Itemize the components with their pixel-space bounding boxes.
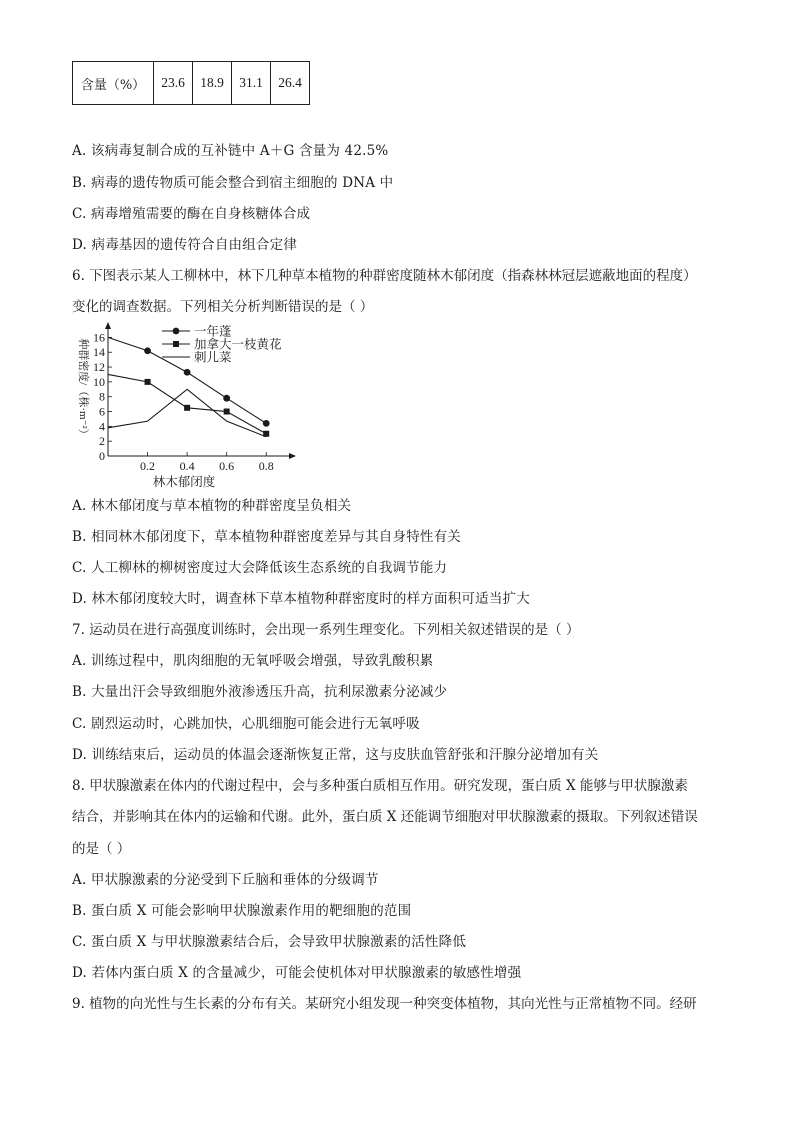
q6-option-b: B. 相同林木郁闭度下，草本植物种群密度差异与其自身特性有关 (72, 529, 462, 545)
q5-option-d: D. 病毒基因的遗传符合自由组合定律 (72, 237, 298, 253)
x-tick-label: 0.2 (140, 459, 156, 473)
legend-marker (173, 328, 180, 335)
q7-option-d: D. 训练结束后，运动员的体温会逐渐恢复正常，这与皮肤血管舒张和汗腺分泌增加有关 (72, 747, 599, 763)
q9-stem-line1: 9. 植物的向光性与生长素的分布有关。某研究小组发现一种突变体植物，其向光性与正常植物不同。经研 (72, 996, 697, 1012)
q5-option-b: B. 病毒的遗传物质可能会整合到宿主细胞的 DNA 中 (72, 175, 394, 191)
y-tick-label: 10 (93, 374, 105, 389)
q5-option-c: C. 病毒增殖需要的酶在自身核糖体合成 (72, 206, 311, 222)
y-tick-label: 8 (99, 389, 105, 404)
table-cell: 18.9 (193, 62, 232, 105)
q7-option-b: B. 大量出汗会导致细胞外液渗透压升高，抗利尿激素分泌减少 (72, 684, 448, 700)
y-axis-label: 种群密度/（株·m⁻²） (77, 338, 89, 440)
q7-option-a: A. 训练过程中，肌肉细胞的无氧呼吸会增强，导致乳酸积累 (72, 653, 434, 669)
q6-stem-line1: 6. 下图表示某人工柳林中，林下几种草本植物的种群密度随林木郁闭度（指森林林冠层遮蔽地面的程度） (72, 268, 697, 284)
q8-stem-line2: 结合，并影响其在体内的运输和代谢。此外，蛋白质 X 还能调节细胞对甲状腺激素的摄取。下列叙述错误 (72, 809, 698, 825)
q7-stem: 7. 运动员在进行高强度训练时，会出现一系列生理变化。下列相关叙述错误的是（ ） (72, 622, 580, 638)
x-tick-label: 0.4 (179, 459, 195, 473)
chart-series (108, 337, 270, 436)
q8-option-a: A. 甲状腺激素的分泌受到下丘脑和垂体的分级调节 (72, 872, 379, 888)
q8-stem-line3: 的是（ ） (72, 841, 131, 857)
data-point-square (224, 409, 230, 415)
x-axis-label: 林木郁闭度 (152, 475, 216, 489)
table-cell: 26.4 (271, 62, 310, 105)
q6-option-a: A. 林木郁闭度与草本植物的种群密度呈负相关 (72, 498, 352, 514)
base-content-table (72, 61, 310, 105)
table-cell: 31.1 (232, 62, 271, 105)
data-point-circle (223, 395, 230, 402)
q7-option-c: C. 剧烈运动时，心跳加快，心肌细胞可能会进行无氧呼吸 (72, 716, 420, 732)
y-tick-label: 16 (93, 330, 105, 345)
x-tick-label: 0.8 (258, 459, 274, 473)
table-cell: 23.6 (154, 62, 193, 105)
table-row (73, 62, 310, 105)
y-axis-arrow (105, 322, 111, 329)
q6-option-d: D. 林木郁闭度较大时，调查林下草本植物种群密度时的样方面积可适当扩大 (72, 591, 530, 607)
table-header-cell: 含量（%） (73, 62, 154, 105)
y-tick-label: 6 (99, 404, 105, 419)
data-point-circle (263, 420, 270, 427)
x-tick-label: 0.6 (219, 459, 235, 473)
y-tick-label: 14 (93, 345, 105, 360)
legend-label: 一年蓬 (194, 324, 232, 339)
legend-marker (173, 341, 179, 347)
series-line-3 (108, 389, 266, 436)
q8-option-c: C. 蛋白质 X 与甲状腺激素结合后，会导致甲状腺激素的活性降低 (72, 934, 467, 950)
y-tick-label: 0 (99, 449, 105, 463)
legend-label: 加拿大一枝黄花 (194, 337, 282, 352)
q5-option-a: A. 该病毒复制合成的互补链中 A＋G 含量为 42.5% (72, 143, 389, 159)
data-point-square (145, 379, 151, 385)
q8-stem-line1: 8. 甲状腺激素在体内的代谢过程中，会与多种蛋白质相互作用。研究发现，蛋白质 X 能够与甲状腺激素 (72, 778, 688, 794)
y-tick-label: 4 (99, 419, 105, 434)
series-line-2 (108, 374, 266, 433)
legend-label: 刺儿菜 (194, 350, 232, 365)
data-point-square (184, 405, 190, 411)
q6-option-c: C. 人工柳林的柳树密度过大会降低该生态系统的自我调节能力 (72, 560, 448, 576)
population-density-chart (70, 322, 310, 492)
q6-stem-line2: 变化的调查数据。下列相关分析判断错误的是（ ） (72, 299, 374, 315)
q8-option-b: B. 蛋白质 X 可能会影响甲状腺激素作用的靶细胞的范围 (72, 903, 412, 919)
chart-legend (162, 324, 282, 365)
y-tick-label: 2 (99, 434, 105, 449)
data-point-circle (144, 347, 151, 354)
q8-option-d: D. 若体内蛋白质 X 的含量减少，可能会使机体对甲状腺激素的敏感性增强 (72, 965, 522, 981)
data-point-circle (184, 369, 191, 376)
x-axis-arrow (289, 453, 296, 459)
y-tick-label: 12 (93, 360, 105, 375)
